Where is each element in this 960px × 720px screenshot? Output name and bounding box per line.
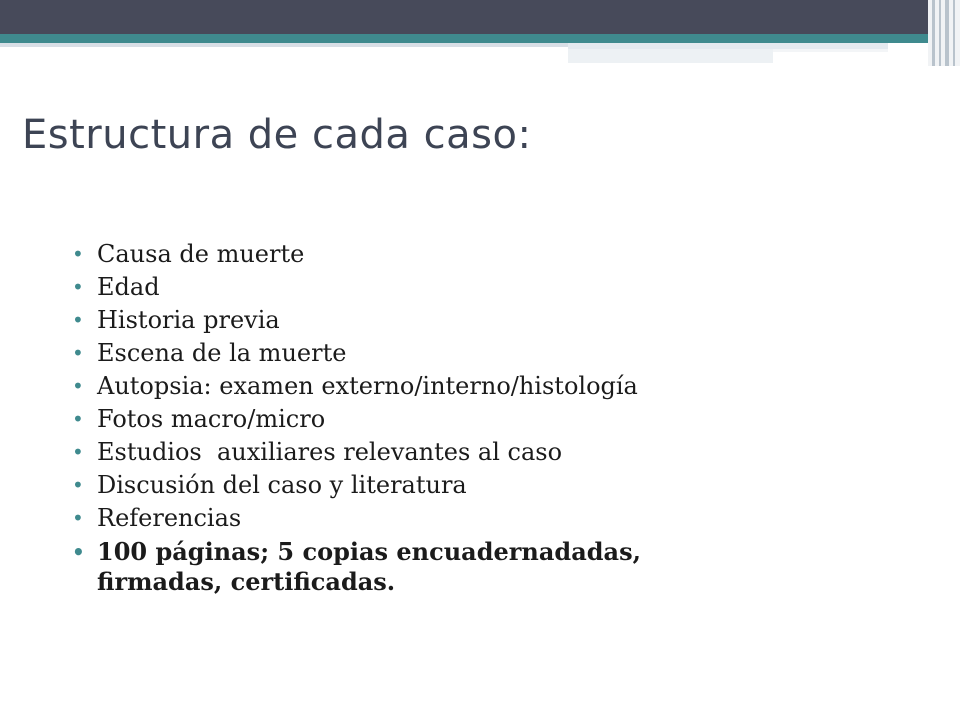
corner-stripe	[932, 0, 935, 66]
highlight-item	[72, 537, 932, 597]
corner-stripe	[939, 0, 941, 66]
list-item	[72, 403, 932, 436]
bullet-icon: •	[72, 506, 84, 530]
list-item-text: Estudios auxiliares relevantes al caso	[97, 438, 563, 466]
bullet-icon: •	[72, 407, 84, 431]
list-item	[72, 271, 932, 304]
bullet-list	[72, 238, 932, 597]
decorative-line	[0, 43, 568, 47]
highlight-line-1: 100 páginas; 5 copias encuadernadadas,	[97, 537, 641, 566]
list-item-text: Causa de muerte	[97, 240, 305, 268]
list-item-text: Escena de la muerte	[97, 339, 347, 367]
list-item-text: Fotos macro/micro	[97, 405, 326, 433]
decorative-line	[773, 49, 888, 52]
bullet-icon: •	[72, 341, 84, 365]
list-item	[72, 304, 932, 337]
accent-band	[0, 34, 930, 43]
bullet-icon: •	[72, 308, 84, 332]
list-item	[72, 337, 932, 370]
corner-decoration	[928, 0, 960, 66]
list-item-text: Historia previa	[97, 306, 280, 334]
list-item	[72, 370, 932, 403]
list-item-text: Referencias	[97, 504, 242, 532]
list-item	[72, 502, 932, 535]
bullet-icon: •	[72, 440, 84, 464]
list-item-text: Edad	[97, 273, 160, 301]
bullet-icon: •	[72, 242, 84, 266]
header-bar	[0, 0, 960, 34]
list-item	[72, 436, 932, 469]
bullet-icon: •	[72, 374, 84, 398]
highlight-line-2: firmadas, certificadas.	[97, 567, 396, 596]
bullet-icon: •	[72, 473, 84, 497]
list-item-text: Autopsia: examen externo/interno/histología	[97, 372, 638, 400]
bullet-icon: •	[72, 275, 84, 299]
bullet-icon: •	[72, 540, 85, 564]
list-item	[72, 469, 932, 502]
corner-stripe	[945, 0, 949, 66]
slide-title: Estructura de cada caso:	[22, 112, 532, 158]
decorative-line	[568, 49, 773, 63]
list-item	[72, 238, 932, 271]
corner-stripe	[953, 0, 955, 66]
list-item-text: Discusión del caso y literatura	[97, 471, 467, 499]
